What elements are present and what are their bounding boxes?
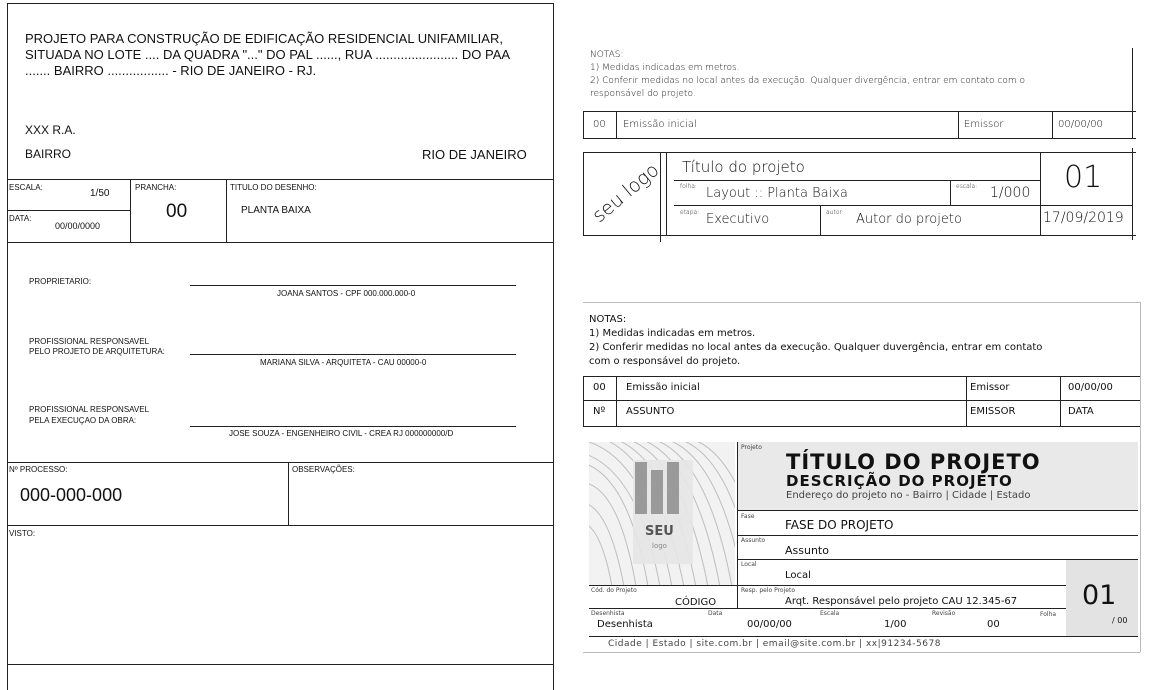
autor-label: autor: — [826, 209, 844, 216]
folha-label: Folha — [1040, 611, 1057, 618]
projeto-label: Projeto — [741, 444, 762, 451]
exec-value: JOSE SOUZA - ENGENHEIRO CIVIL - CREA RJ 000000000/D — [229, 429, 454, 438]
bairro-text: BAIRRO — [25, 147, 72, 161]
exec-label-1: PROFISSIONAL RESPONSAVEL — [29, 405, 150, 414]
escala-value-3: 1/00 — [884, 619, 907, 630]
data-value-3: 00/00/00 — [747, 619, 792, 630]
etapa-value: Executivo — [706, 212, 770, 227]
local-value: Local — [785, 570, 811, 581]
proprietario-label: PROPRIETARIO: — [29, 277, 92, 286]
logo-sub: logo — [652, 542, 667, 550]
rev2-num: 00 — [593, 382, 606, 393]
rev-num: 00 — [593, 119, 606, 130]
prancha-label: PRANCHA: — [135, 183, 177, 192]
titulo-label: TITULO DO DESENHO: — [230, 183, 317, 192]
rev2-desc: Emissão inicial — [626, 382, 700, 393]
rev-date: 00/00/00 — [1058, 119, 1103, 130]
processo-label: Nº PROCESSO: — [9, 465, 68, 474]
rev-by: Emissor — [964, 119, 1004, 130]
data-value: 00/00/0000 — [55, 221, 101, 231]
rev2-by: Emissor — [970, 382, 1010, 393]
titulo-projeto: Título do projeto — [682, 158, 805, 176]
nota-line-1: 1) Medidas indicadas em metros. — [590, 63, 740, 73]
data-label: DATA: — [9, 214, 32, 223]
arq-value: MARIANA SILVA - ARQUITETA - CAU 00000-0 — [260, 358, 427, 367]
folha-label: folha: — [680, 183, 697, 190]
notas-title-2: NOTAS: — [589, 314, 627, 325]
revisao-label: Revisão — [932, 610, 956, 617]
desenhista-value: Desenhista — [597, 619, 653, 630]
nota-line-3: responsável do projeto. — [590, 89, 696, 99]
wave-pattern-icon — [589, 442, 735, 586]
nota2-line-2: 2) Conferir medidas no local antes da execução. Qualquer duvergência, entrar em contato — [589, 342, 1043, 353]
revisao-value: 00 — [987, 619, 1000, 630]
autor-value: Autor do projeto — [856, 212, 962, 227]
etapa-label: etapa: — [680, 209, 700, 216]
address-text: XXX R.A. — [25, 123, 76, 137]
nota-line-2: 2) Conferir medidas no local antes da execução. Qualquer divergência, entrar em contato com o — [590, 76, 1025, 86]
nota2-line-1: 1) Medidas indicadas em metros. — [589, 328, 756, 339]
assunto-value: Assunto — [785, 544, 829, 557]
local-label: Local — [741, 561, 757, 568]
rev2-date: 00/00/00 — [1068, 382, 1113, 393]
project-title-line-1: PROJETO PARA CONSTRUÇÃO DE EDIFICAÇÃO RESIDENCIAL UNIFAMILIAR, — [25, 31, 503, 46]
desenhista-label: Desenhista — [591, 610, 625, 617]
prancha-number: 01 — [1064, 160, 1103, 195]
arq-label-1: PROFISSIONAL RESPONSAVEL — [29, 337, 150, 346]
titulo-value: PLANTA BAIXA — [241, 205, 311, 216]
visto-label: VISTO: — [9, 529, 36, 538]
logo-panel — [589, 442, 735, 586]
project-title-line-3: ....... BAIRRO ................. - RIO DE JANEIRO - RJ. — [25, 63, 317, 78]
data-label-3: Data — [708, 610, 723, 617]
hdr-data: DATA — [1068, 406, 1094, 417]
escala-value-2: 1/000 — [990, 185, 1031, 201]
arq-label-2: PELO PROJETO DE ARQUITETURA: — [29, 347, 165, 356]
processo-value: 000-000-000 — [20, 485, 123, 505]
cod-value: CÓDIGO — [675, 597, 717, 608]
notas-title: NOTAS: — [590, 50, 624, 60]
hdr-assunto: ASSUNTO — [626, 406, 675, 417]
escala-label-3: Escala — [820, 610, 840, 617]
city-text: RIO DE JANEIRO — [422, 147, 527, 162]
assunto-label: Assunto — [741, 537, 765, 544]
resp-value: Arqt. Responsável pelo projeto CAU 12.345-67 — [785, 596, 1018, 607]
escala-value: 1/50 — [90, 188, 110, 199]
logo-text: seu logo — [588, 158, 664, 228]
nota2-line-3: com o responsável do projeto. — [589, 356, 741, 367]
descricao-projeto: DESCRIÇÃO DO PROJETO — [786, 472, 1013, 490]
hdr-emissor: EMISSOR — [970, 406, 1016, 417]
endereco-projeto: Endereço do projeto no - Bairro | Cidade | Estado — [786, 490, 1031, 501]
resp-label: Resp. pelo Projeto — [741, 587, 795, 594]
project-title-line-2: SITUADA NO LOTE .... DA QUADRA "..." DO PAL ......, RUA ....................... DO PAA — [25, 47, 511, 62]
proprietario-value: JOANA SANTOS - CPF 000.000.000-0 — [277, 289, 416, 298]
prancha-value: 00 — [166, 201, 188, 222]
fase-label: Fase — [741, 513, 755, 520]
observacoes-label: OBSERVAÇÕES: — [292, 465, 355, 474]
fase-value: FASE DO PROJETO — [785, 518, 894, 532]
cod-label: Cód. do Projeto — [591, 587, 637, 594]
folha-number: 01 — [1082, 580, 1117, 611]
folha-value: Layout :: Planta Baixa — [706, 186, 848, 201]
exec-label-2: PELA EXECUÇAO DA OBRA: — [29, 416, 137, 425]
escala-label-2: escala: — [956, 183, 978, 190]
titulo-projeto-big: TÍTULO DO PROJETO — [786, 450, 1041, 474]
rev-desc: Emissão inicial — [623, 119, 697, 130]
hdr-num: Nº — [593, 406, 606, 417]
logo-word: SEU — [645, 524, 674, 539]
footer-contact: Cidade | Estado | site.com.br | email@site.com.br | xx|91234-5678 — [608, 639, 941, 649]
folha-total: / 00 — [1112, 616, 1128, 625]
escala-label: ESCALA: — [9, 183, 43, 192]
date-value: 17/09/2019 — [1043, 210, 1124, 226]
